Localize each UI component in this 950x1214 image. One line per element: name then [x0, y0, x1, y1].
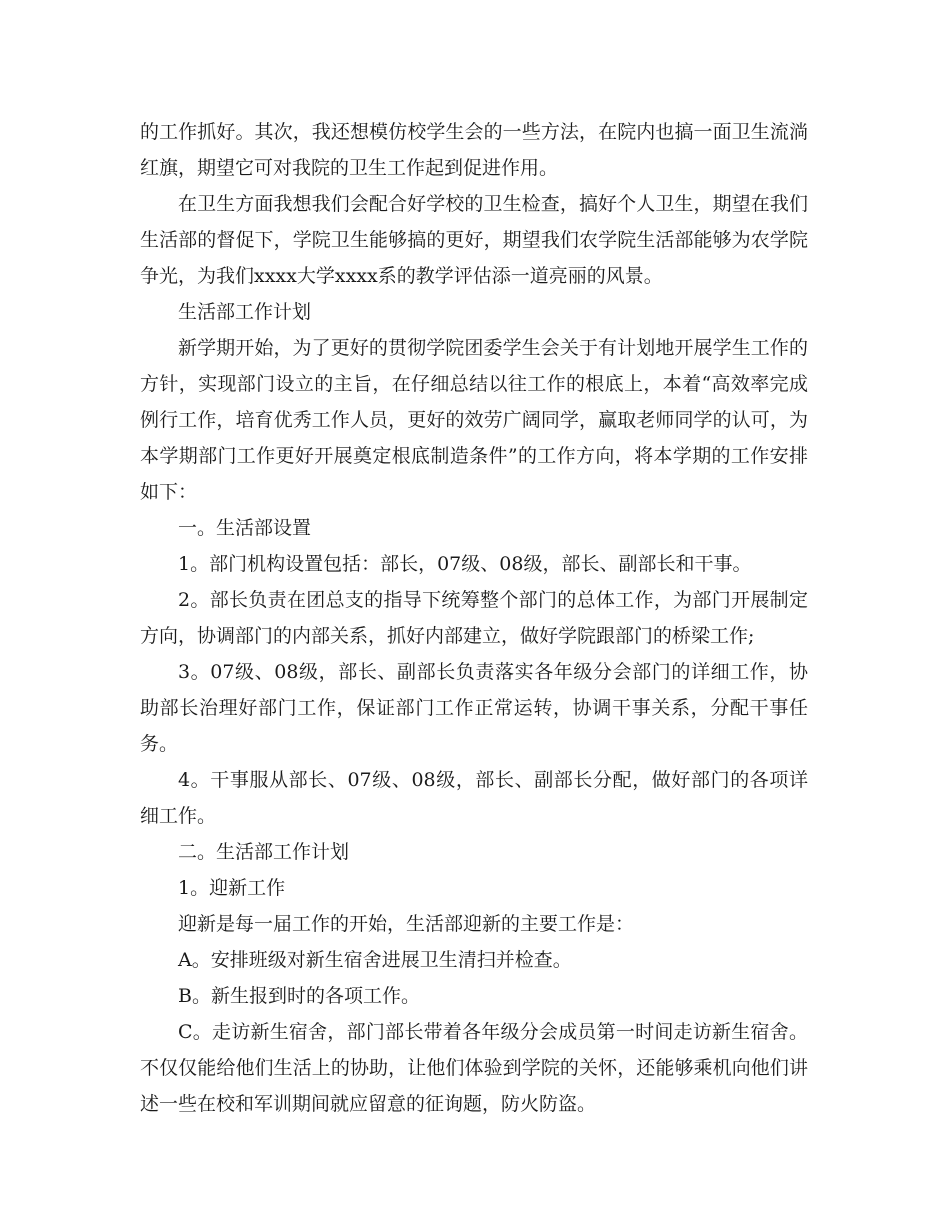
list-item: A。安排班级对新生宿舍进展卫生清扫并检查。: [178, 949, 572, 971]
list-item: 2。部长负责在团总支的指导下统筹整个部门的总体工作，为部门开展制定方向，协调部门的内部关系，抓好内部建立，做好学院跟部门的桥梁工作;: [140, 589, 808, 647]
section-heading: 二。生活部工作计划: [178, 841, 350, 863]
list-item: C。走访新生宿舍，部门部长带着各年级分会成员第一时间走访新生宿舍。不仅仅能给他们生活上的协助，让他们体验到学院的关怀，还能够乘机向他们讲述一些在校和军训期间就应留意的征询题，防火防盗。: [140, 1021, 808, 1115]
list-item: 4。干事服从部长、07级、08级，部长、副部长分配，做好部门的各项详细工作。: [140, 769, 808, 827]
paragraph: 在卫生方面我想我们会配合好学校的卫生检查，搞好个人卫生，期望在我们生活部的督促下，学院卫生能够搞的更好，期望我们农学院生活部能够为农学院争光，为我们xxxx大学xxxx系的教学评估添一道亮丽的风景。: [140, 193, 808, 287]
paragraph: 迎新是每一届工作的开始，生活部迎新的主要工作是：: [178, 913, 635, 935]
paragraph: 的工作抓好。其次，我还想模仿校学生会的一些方法，在院内也搞一面卫生流淌红旗，期望它可对我院的卫生工作起到促进作用。: [140, 121, 808, 179]
section-heading: 生活部工作计划: [178, 301, 312, 323]
list-item: 1。部门机构设置包括：部长，07级、08级，部长、副部长和干事。: [178, 553, 752, 575]
list-item: B。新生报到时的各项工作。: [178, 985, 420, 1007]
paragraph: 新学期开始，为了更好的贯彻学院团委学生会关于有计划地开展学生工作的方针，实现部门设立的主旨，在仔细总结以往工作的根底上，本着“高效率完成例行工作，培育优秀工作人员，更好的效劳广阔同学，赢取老师同学的认可，为本学期部门工作更好开展奠定根底制造条件”的工作方向，将本学期的工作安排如下：: [140, 337, 808, 503]
subsection-heading: 1。迎新工作: [178, 877, 286, 899]
section-heading: 一。生活部设置: [178, 517, 312, 539]
list-item: 3。07级、08级，部长、副部长负责落实各年级分会部门的详细工作，协助部长治理好部门工作，保证部门工作正常运转，协调干事关系，分配干事任务。: [140, 661, 808, 755]
document-body: [140, 114, 808, 1122]
